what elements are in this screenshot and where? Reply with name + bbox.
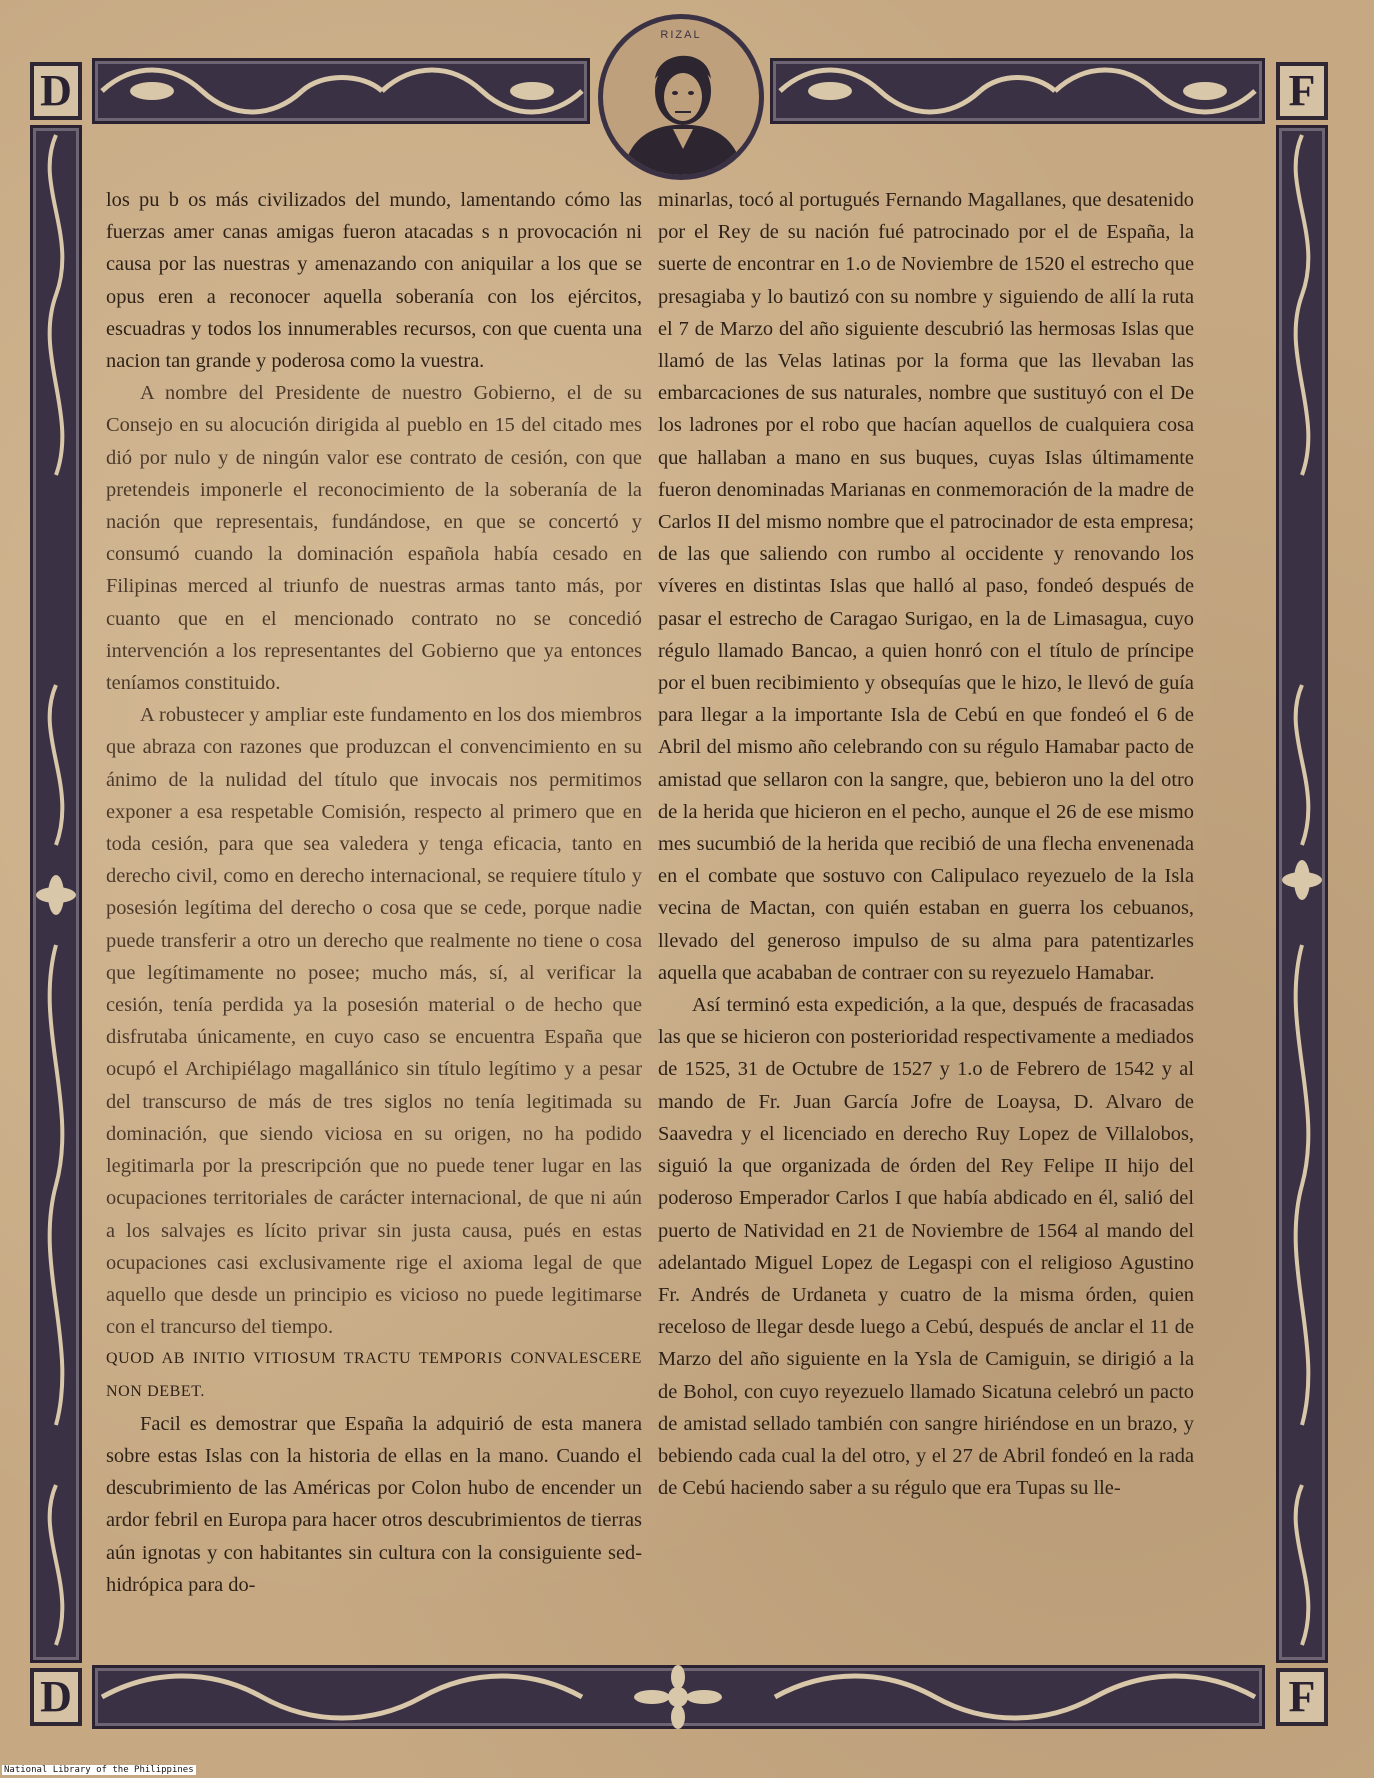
left-paragraph-1: los pu b os más civilizados del mundo, lamentando cómo las fuerzas amer canas amigas fueron atacadas s n provocación ni causa por las nuestras y amenazando con aniquilar a los que se opus eren a reconocer aquella soberanía con los ejércitos, escuadras y todos los innumerables recursos, con que cuenta una nacion tan grande y poderosa como la vuestra. [106,189,642,373]
corner-letter-bottom-right: F [1276,1668,1328,1726]
left-paragraph-3: A robustecer y ampliar este fundamento en los dos miembros que abraza con razones que produzcan el convencimiento en su ánimo de la nulidad del título que invocais nos permitimos exponer a esa respetable Comisión, respecto al primero que en toda cesión, para que sea valedera y tenga eficacia, tanto en derecho civil, como en derecho internacional, se requiere título y posesión legítima del derecho o cosa que se cede, porque nadie puede transferir a otro un derecho que realmente no tiene o cosa que legítimamente no posee; mucho más, sí, al verificar la cesión, tenía perdida ya la posesión material o de hecho que disfrutaba únicamente, en cuyo caso se encuentra España que ocupó el Archipiélago magallánico sin título legítimo y a pesar del transcurso de más de tres siglos no tenía legitimada su dominación, que siendo viciosa en su origen, no ha podido legitimarla por la prescripción que no puede tener lugar en las ocupaciones territoriales de carácter internacional, de que ni aún a los salvajes es lícito privar sin justa causa, pués en estas ocupaciones casi exclusivamente rige el axioma legal de que aquello que desde un principio es vicioso no puede legitimarse con el trancurso del tiempo. [106,704,642,1339]
library-footer-note: National Library of the Philippines [4,1765,194,1775]
corner-letter-top-left: D [30,62,82,120]
left-paragraph-4: Facil es demostrar que España la adquirió de esta manera sobre estas Islas con la historia de ellas en la mano. Cuando el descubrimiento de las Américas por Colon hubo de encender un ardor febril en Europa para hacer otros descubrimientos de tierras aún ignotas y con habitantes sin cultura con la consiguiente sed-hidrópica para do- [106,1412,642,1596]
portrait-icon [603,19,759,175]
top-left-ornament-band [92,58,590,124]
right-text-column [658,184,1194,1504]
medallion-label: RIZAL [660,29,702,41]
scroll-ornament-icon [92,1665,1265,1729]
scroll-ornament-icon [92,58,590,124]
latin-axiom: QUOD AB INITIO VITIOSUM TRACTU TEMPORIS CONVALESCERE NON DEBET. [106,1350,642,1400]
corner-letter-bottom-left: D [30,1668,82,1726]
scroll-ornament-icon [30,125,82,1663]
right-paragraph-2: Así terminó esta expedición, a la que, después de fracasadas las que se hicieron con posterioridad respectivamente a mediados de 1525, 31 de Octubre de 1527 y 1.o de Febrero de 1542 y al mando de Fr. Juan García Jofre de Loaysa, D. Alvaro de Saavedra y el licenciado en derecho Ruy Lopez de Villalobos, siguió la que organizada de órden del Rey Felipe II hijo del poderoso Emperador Carlos I que había abdicado en él, salió del puerto de Natividad en 21 de Noviembre de 1564 al mando del adelantado Miguel Lopez de Legaspi con el religioso Agustino Fr. Andrés de Urdaneta y cuatro de la misma órden, quien receloso de llegar desde luego a Cebú, después de anclar el 11 de Marzo del año siguiente en la Ysla de Camiguin, se dirigió a la de Bohol, con cuyo reyezuelo llamado Sicatuna celebró un pacto de amistad sellado también con sangre hiriéndose en un brazo, y bebiendo cada cual la del otro, y el 27 de Abril fondeó en la rada de Cebú haciendo saber a su régulo que era Tupas su lle- [658,994,1194,1500]
bottom-ornament-band [92,1665,1265,1729]
left-paragraph-2: A nombre del Presidente de nuestro Gobierno, el de su Consejo en su alocución dirigida al pueblo en 15 del citado mes dió por nulo y de ningún valor ese contrato de cesión, con que pretendeis imponerle el reconocimiento de la soberanía de la nación que representais, fundándose, en que se concertó y consumó cuando la dominación española había cesado en Filipinas merced al triunfo de nuestras armas tanto más, por cuanto que en el mencionado contrato no se concedió intervención a los representantes del Gobierno que ya entonces teníamos constituido. [106,382,642,695]
left-ornament-band [30,125,82,1663]
left-text-column [106,184,642,1601]
right-paragraph-1: minarlas, tocó al portugués Fernando Magallanes, que desatenido por el Rey de su nación fué patrocinado por el de España, la suerte de encontrar en 1.o de Noviembre de 1520 el estrecho que presagiaba y lo bautizó con su nombre y siguiendo de allí la ruta el 7 de Marzo del año siguiente descubrió las hermosas Islas que llamó de las Velas latinas por la forma que las llevaban las embarcaciones de sus naturales, nombre que sustituyó con el De los ladrones por el robo que hacían aquellos de cualquiera cosa que hallaban a mano en sus buques, cuyas Islas últimamente fueron denominadas Marianas en conmemoración de la madre de Carlos II del mismo nombre que el patrocinador de esta empresa; de las que saliendo con rumbo al occidente y renovando los víveres en distintas Islas que halló al paso, fondeó después de pasar el estrecho de Caragao Surigao, en la de Limasagua, cuyo régulo llamado Bancao, a quien honró con el título de príncipe por el buen recibimiento y obsequías que le hizo, le llevó de guía para llegar a la importante Isla de Cebú en que fondeó el 6 de Abril del mismo año celebrando con su régulo Hamabar pacto de amistad que sellaron con la sangre, que, bebieron uno la del otro de la herida que hicieron en el pecho, aunque el 26 de ese mismo mes sucumbió de la herida que recibió de una flecha envenenada en el combate que sostuvo con Calipulaco reyezuelo de la Isla vecina de Mactan, con quién estaban en guerra los cebuanos, llevado del generoso impulso de su alma para patentizarles aquella que acababan de contraer con su reyezuelo Hamabar. [658,189,1194,984]
scroll-ornament-icon [770,58,1265,124]
scroll-ornament-icon [1276,125,1328,1663]
portrait-medallion [598,14,764,180]
corner-letter-top-right: F [1276,62,1328,120]
top-right-ornament-band [770,58,1265,124]
right-ornament-band [1276,125,1328,1663]
